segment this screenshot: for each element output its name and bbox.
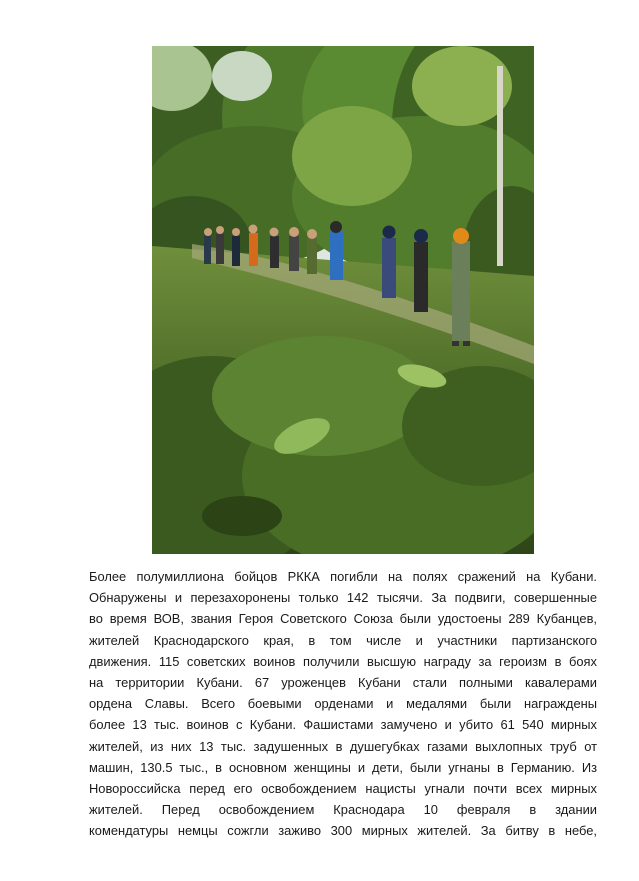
- tree-trunk: [497, 66, 503, 266]
- paragraph-line: более 13 тыс. воинов с Кубани. Фашистами замучено и убито 61 540 мирных: [89, 717, 597, 733]
- paragraph-line: Обнаружены и перезахоронены только 142 тысячи. За подвиги, совершенные: [89, 590, 597, 606]
- paragraph-line: комендатуры немцы сожгли заживо 300 мирных жителей. За битву в небе,: [89, 823, 597, 839]
- paragraph-line: жителей Краснодарского края, в том числе и участники партизанского: [89, 632, 597, 648]
- paragraph-line: движения. 115 советских воинов получили высшую награду за героизм в боях: [89, 653, 597, 669]
- paragraph-line: Более полумиллиона бойцов РККА погибли на полях сражений на Кубани.: [89, 569, 597, 584]
- paragraph-line: Новороссийска перед его освобождением нацисты угнали почти всех мирных: [89, 780, 597, 796]
- body-paragraph: [89, 566, 597, 841]
- paragraph-line: на территории Кубани. 67 уроженцев Кубани стали полными кавалерами: [89, 674, 597, 690]
- expedition-photo: [152, 46, 534, 554]
- paragraph-line: жителей. Перед освобождением Краснодара 10 февраля в здании: [89, 802, 597, 818]
- foreground-vegetation: [152, 336, 534, 554]
- paragraph-line: машин, 130.5 тыс., в основном женщины и дети, были угнаны в Германию. Из: [89, 759, 597, 775]
- photo-icon: [152, 46, 534, 554]
- paragraph-line: жителей, из них 13 тыс. задушенных в душегубках газами выхлопных труб от: [89, 738, 597, 754]
- paragraph-line: ордена Славы. Всего боевыми орденами и медалями были награждены: [89, 696, 597, 712]
- paragraph-line: во время ВОВ, звания Героя Советского Союза были удостоены 289 Кубанцев,: [89, 611, 597, 627]
